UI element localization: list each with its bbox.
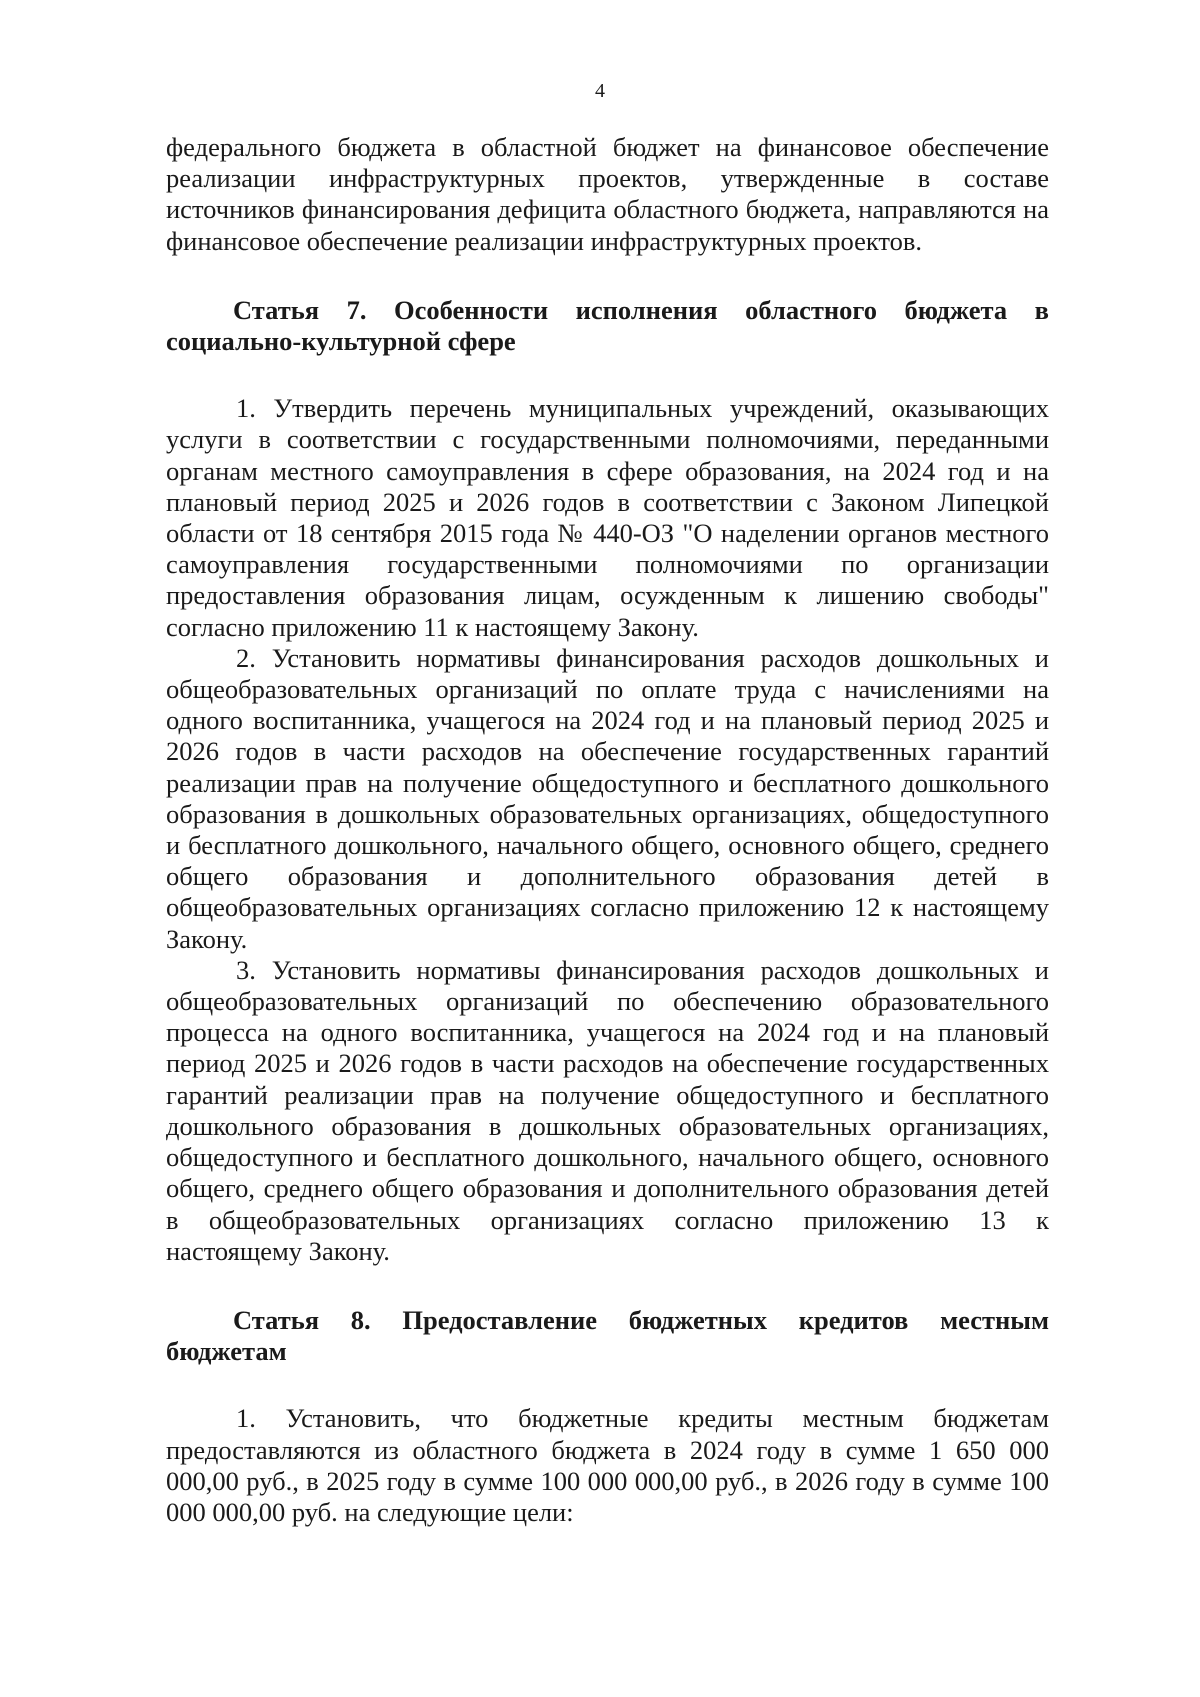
spacer [166,1267,1049,1305]
spacer [166,1367,1049,1403]
article-8-item-1: 1. Установить, что бюджетные кредиты местным бюджетам предоставляются из областного бюджета в 2024 году в сумме 1 650 000 000,00 руб., в 2025 году в сумме 100 000 000,00 руб., в 2026 году в сумме 100 000 000,00 руб. на следующие цели: [166,1403,1049,1527]
article-7-item-1: 1. Утвердить перечень муниципальных учреждений, оказывающих услуги в соответствии с государственными полномочиями, переданными органам местного самоуправления в сфере образования, на 2024 год и на плановый период 2025 и 2026 годов в соответствии с Законом Липецкой области от 18 сентября 2015 года № 440-ОЗ "О наделении органов местного самоуправления государственными полномочиями по организации предоставления образования лицам, осужденным к лишению свободы" согласно приложению 11 к настоящему Закону. [166,393,1049,642]
article-7-heading: Статья 7. Особенности исполнения областного бюджета в социально-культурной сфере [166,294,1049,357]
spacer [166,257,1049,295]
article-7-item-3: 3. Установить нормативы финансирования расходов дошкольных и общеобразовательных организаций по обеспечению образовательного процесса на одного воспитанника, учащегося на 2024 год и на плановый период 2025 и 2026 годов в части расходов на обеспечение государственных гарантий реализации прав на получение общедоступного и бесплатного дошкольного образования в дошкольных образовательных организациях, общедоступного и бесплатного дошкольного, начального общего, основного общего, среднего общего образования и дополнительного образования детей в общеобразовательных организациях согласно приложению 13 к настоящему Закону. [166,954,1049,1266]
spacer [166,357,1049,393]
document-body [166,132,1049,1528]
article-8-heading: Статья 8. Предоставление бюджетных кредитов местным бюджетам [166,1304,1049,1367]
article-7-item-2: 2. Установить нормативы финансирования расходов дошкольных и общеобразовательных организаций по оплате труда с начислениями на одного воспитанника, учащегося на 2024 год и на плановый период 2025 и 2026 годов в части расходов на обеспечение государственных гарантий реализации прав на получение общедоступного и бесплатного дошкольного образования в дошкольных образовательных организациях, общедоступного и бесплатного дошкольного, начального общего, основного общего, среднего общего образования и дополнительного образования детей в общеобразовательных организациях согласно приложению 12 к настоящему Закону. [166,642,1049,954]
intro-paragraph: федерального бюджета в областной бюджет на финансовое обеспечение реализации инфраструктурных проектов, утвержденные в составе источников финансирования дефицита областного бюджета, направляются на финансовое обеспечение реализации инфраструктурных проектов. [166,132,1049,256]
page-number: 4 [595,80,605,102]
